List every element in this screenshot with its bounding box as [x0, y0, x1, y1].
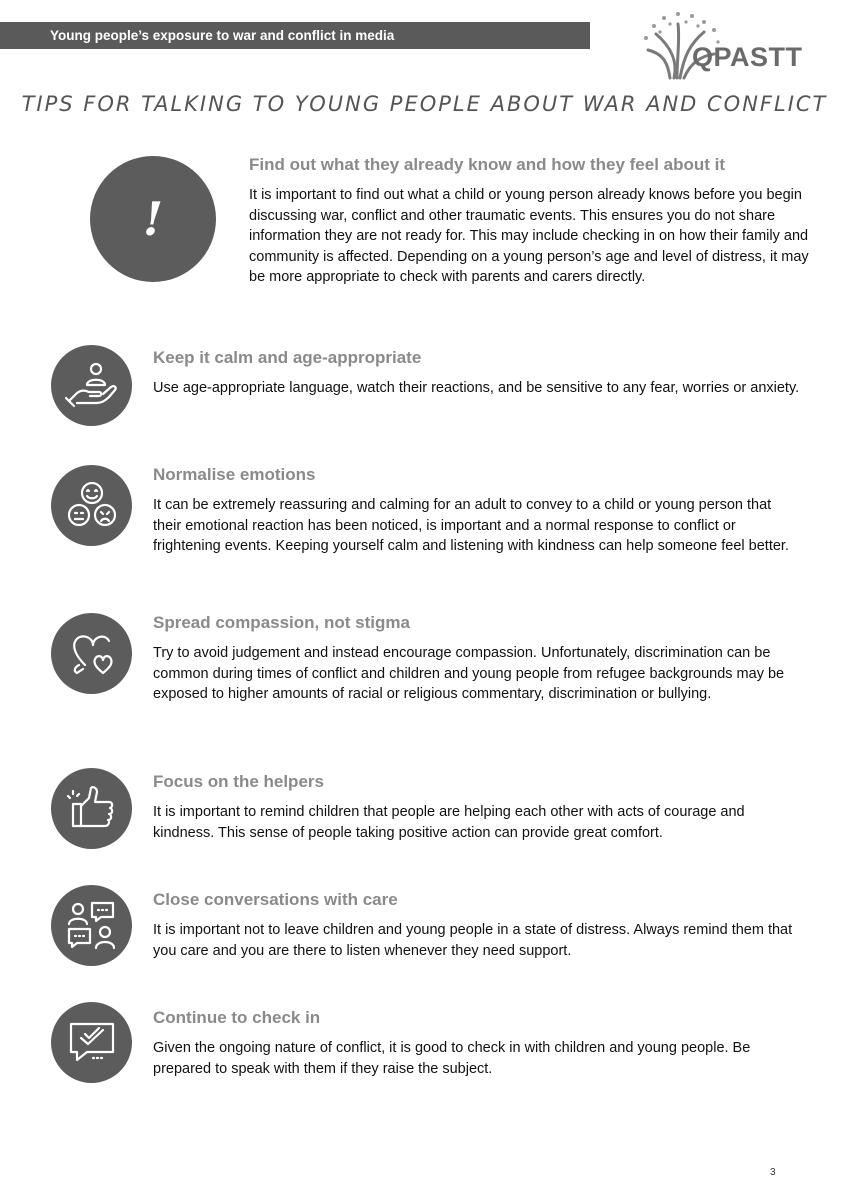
exclamation-glyph: !	[142, 192, 164, 246]
page-title: TIPS FOR TALKING TO YOUNG PEOPLE ABOUT WAR AND CONFLICT	[21, 92, 828, 116]
section-title: Close conversations with care	[153, 890, 398, 909]
section-title: Find out what they already know and how they feel about it	[249, 155, 726, 174]
logo-text: QPASTT	[692, 42, 803, 72]
section-body: Try to avoid judgement and instead encourage compassion. Unfortunately, discrimination can be common during times of conflict and children and young people from refugee backgrounds may be exposed to higher amounts of racial or religious commentary, discrimination or bullying.	[153, 645, 785, 703]
section-close-conversations	[153, 889, 803, 961]
header-banner: Young people’s exposure to war and conflict in media	[0, 22, 590, 49]
section-compassion	[153, 612, 803, 705]
conversation-icon	[51, 885, 132, 966]
section-find-out	[249, 154, 809, 288]
page-number: 3	[770, 1167, 776, 1178]
exclamation-icon	[90, 156, 216, 282]
emotion-faces-icon	[51, 465, 132, 546]
section-keep-calm	[153, 347, 803, 399]
section-title: Keep it calm and age-appropriate	[153, 348, 422, 367]
section-check-in	[153, 1007, 803, 1079]
section-body: It is important not to leave children and young people in a state of distress. Always remind them that you care and you are there to listen whenever they need support.	[153, 922, 793, 959]
section-body: It can be extremely reassuring and calming for an adult to convey to a child or young person that their emotional reaction has been noticed, is important and a normal response to conflict or frightening events. Keeping yourself calm and listening with kindness can help someone feel better.	[153, 497, 789, 555]
section-title: Focus on the helpers	[153, 772, 324, 791]
section-helpers	[153, 771, 803, 843]
hearts-icon	[51, 613, 132, 694]
section-body: Use age-appropriate language, watch their reactions, and be sensitive to any fear, worries or anxiety.	[153, 380, 800, 396]
section-normalise	[153, 464, 803, 557]
section-body: It is important to find out what a child or young person already knows before you begin discussing war, conflict and other traumatic events. This ensures you do not share information they are not ready for. This may include checking in on how their family and community is affected. Depending on a young person’s age and level of distress, it may be more appropriate to check with parents and carers directly.	[249, 187, 809, 286]
section-body: It is important to remind children that people are helping each other with acts of courage and kindness. This sense of people taking positive action can provide great comfort.	[153, 804, 745, 841]
section-title: Spread compassion, not stigma	[153, 613, 410, 632]
thumbs-up-icon	[51, 768, 132, 849]
check-message-icon	[51, 1002, 132, 1083]
section-title: Continue to check in	[153, 1008, 321, 1027]
section-body: Given the ongoing nature of conflict, it is good to check in with children and young people. Be prepared to speak with them if they raise the subject.	[153, 1040, 751, 1077]
hand-holding-person-icon	[51, 345, 132, 426]
section-title: Normalise emotions	[153, 465, 316, 484]
